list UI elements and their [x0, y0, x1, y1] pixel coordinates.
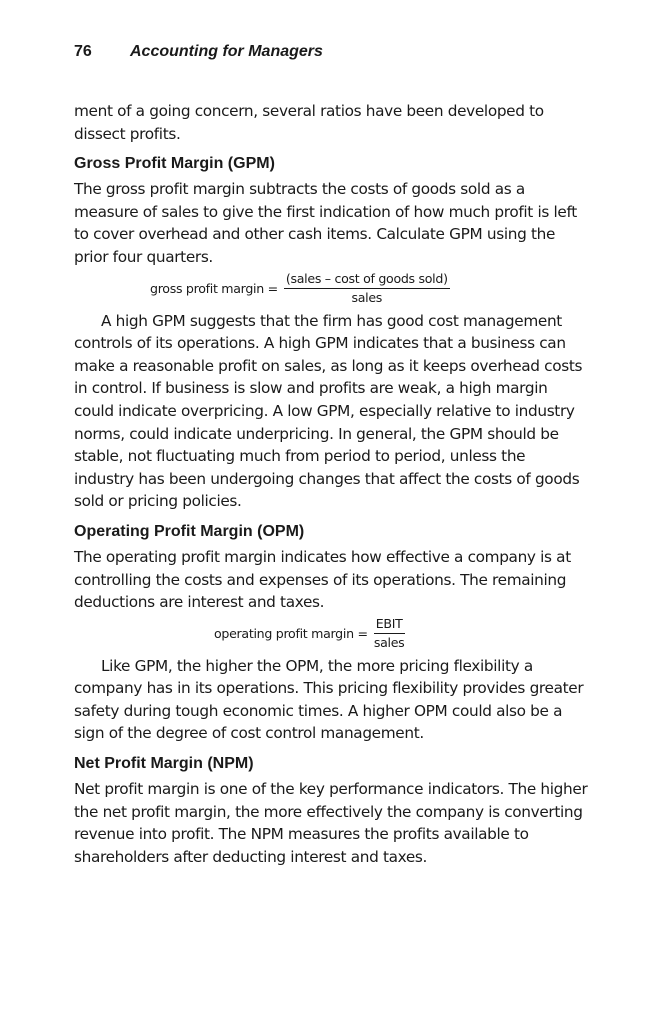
opm-formula — [214, 616, 588, 651]
opm-numerator: EBIT — [374, 616, 405, 634]
intro-paragraph: ment of a going concern, several ratios have been developed to dissect profits. — [74, 102, 544, 143]
gpm-paragraph-1: The gross profit margin subtracts the costs of goods sold as a measure of sales to give the first indication of how much profit is left to cover overhead and other cash items. Calculate GPM using the prior four quarters. — [74, 180, 577, 266]
gpm-numerator: (sales – cost of goods sold) — [284, 271, 450, 289]
opm-fraction — [374, 616, 405, 651]
opm-paragraph-1: The operating profit margin indicates how effective a company is at controlling the costs and expenses of its operations. The remaining deductions are interest and taxes. — [74, 547, 571, 612]
npm-paragraph-1: Net profit margin is one of the key performance indicators. The higher the net profit margin, the more effectively the company is converting revenue into profit. The NPM measures the profits available to shareholders after deducting interest and taxes. — [74, 780, 588, 866]
opm-denominator: sales — [373, 634, 405, 650]
gpm-paragraph-2: A high GPM suggests that the firm has good cost management controls of its operations. A high GPM indicates that a business can make a reasonable profit on sales, as long as it keeps overhead costs in control. If business is slow and profits are weak, a high margin could indicate overpricing. A low GPM, especially relative to industry norms, could indicate underpricing. In general, the GPM should be stable, not fluctuating much from period to period, unless the industry has been undergoing changes that affect the costs of goods sold or pricing policies. — [74, 311, 583, 511]
opm-paragraph-2: Like GPM, the higher the OPM, the more pricing flexibility a company has in its operations. This pricing flexibility provides greater safety during tough economic times. A higher OPM could also be a sign of the degree of cost control management. — [74, 656, 584, 743]
gpm-heading: Gross Profit Margin (GPM) — [74, 155, 275, 173]
gpm-formula-lhs: gross profit margin = — [150, 280, 278, 296]
gpm-fraction — [284, 271, 450, 306]
opm-heading: Operating Profit Margin (OPM) — [74, 522, 305, 540]
gpm-denominator: sales — [351, 289, 383, 305]
book-title: Accounting for Managers — [130, 43, 323, 60]
opm-formula-lhs: operating profit margin = — [214, 625, 368, 641]
npm-heading: Net Profit Margin (NPM) — [74, 755, 254, 773]
page-number: 76 — [74, 43, 92, 60]
book-page — [74, 40, 588, 868]
gpm-formula — [150, 271, 588, 306]
running-head — [74, 40, 588, 64]
